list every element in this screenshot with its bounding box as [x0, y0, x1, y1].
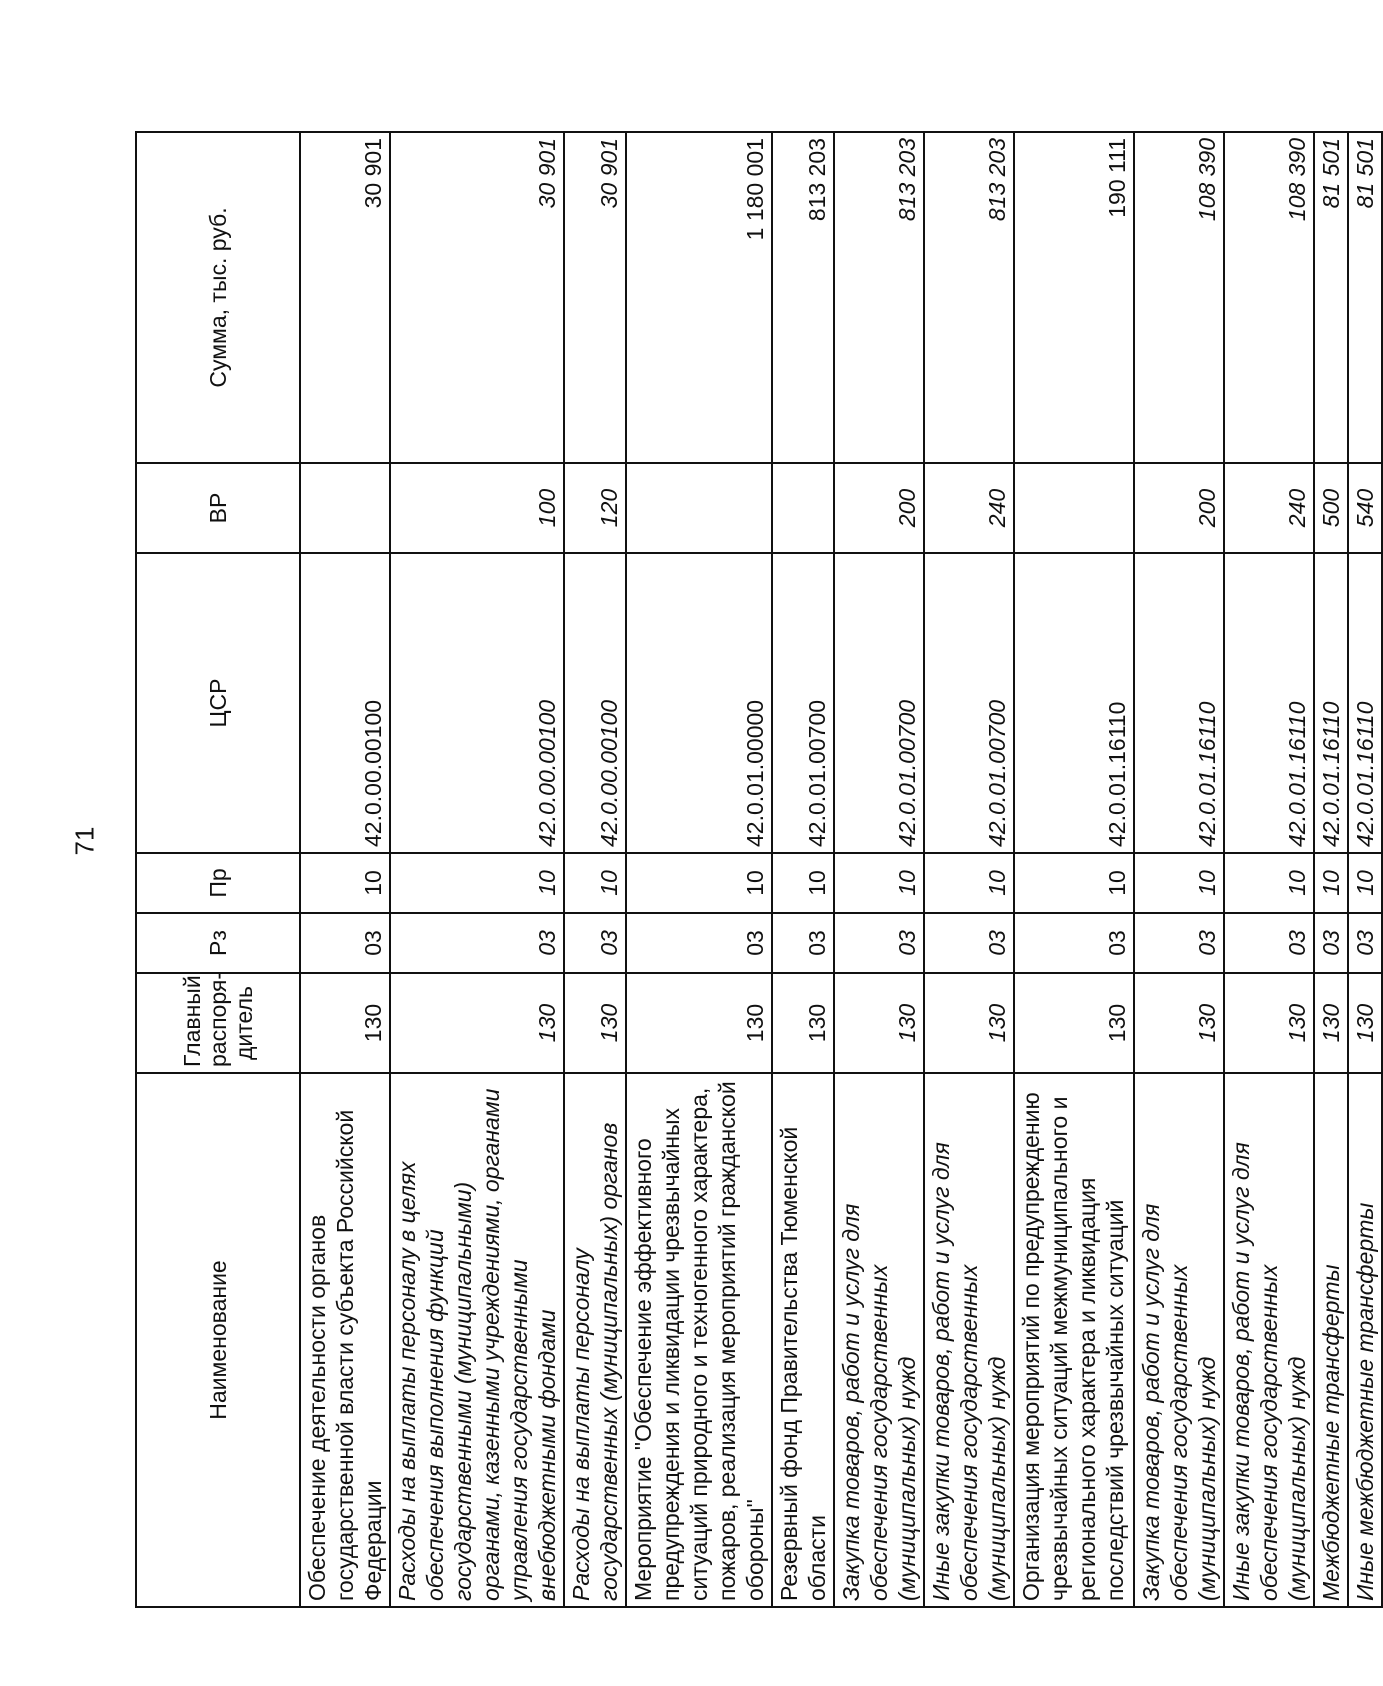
- cell-pr: 10: [772, 853, 834, 913]
- cell-pr: 10: [564, 853, 626, 913]
- cell-csr: 42.0.01.00000: [626, 553, 772, 853]
- page-number: 71: [69, 826, 100, 856]
- cell-name: Обеспечение деятельности органов государственной власти субъекта Российской Федерации: [300, 1073, 390, 1607]
- cell-name: Мероприятие "Обеспечение эффективного предупреждения и ликвидации чрезвычайных ситуаций природного и техногенного характера, пожаров, реализация мероприятий гражданской обороны": [626, 1073, 772, 1607]
- table-row: [1224, 132, 1314, 1607]
- cell-main-manager: 130: [564, 973, 626, 1073]
- cell-main-manager: 130: [772, 973, 834, 1073]
- table-row: [924, 132, 1014, 1607]
- cell-pr: 10: [300, 853, 390, 913]
- header-sum: Сумма, тыс. руб.: [136, 132, 300, 463]
- cell-name: Организация мероприятий по предупреждению чрезвычайных ситуаций межмуниципального и регионального характера и ликвидация последствий чрезвычайных ситуаций: [1014, 1073, 1134, 1607]
- cell-name: Иные закупки товаров, работ и услуг для обеспечения государственных (муниципальных) нужд: [924, 1073, 1014, 1607]
- cell-pr: 10: [1014, 853, 1134, 913]
- cell-vr: 200: [1134, 463, 1224, 553]
- cell-pr: 10: [1134, 853, 1224, 913]
- cell-main-manager: 130: [1348, 973, 1382, 1073]
- table-row: [390, 132, 564, 1607]
- cell-name: Расходы на выплаты персоналу в целях обеспечения выполнения функций государственными (муниципальными) органами, казенными учреждениями, органами управления государственными внебюджетными фондами: [390, 1073, 564, 1607]
- cell-main-manager: 130: [1134, 973, 1224, 1073]
- table-row: [1348, 132, 1382, 1607]
- table-row: [772, 132, 834, 1607]
- cell-name: Расходы на выплаты персоналу государственных (муниципальных) органов: [564, 1073, 626, 1607]
- cell-sum: 108 390: [1134, 132, 1224, 463]
- cell-rz: 03: [1224, 913, 1314, 973]
- cell-main-manager: 130: [300, 973, 390, 1073]
- cell-csr: 42.0.01.16110: [1134, 553, 1224, 853]
- cell-vr: [1014, 463, 1134, 553]
- header-csr: ЦСР: [136, 553, 300, 853]
- cell-sum: 81 501: [1314, 132, 1348, 463]
- table-row: [834, 132, 924, 1607]
- cell-main-manager: 130: [1224, 973, 1314, 1073]
- cell-csr: 42.0.01.16110: [1014, 553, 1134, 853]
- cell-vr: 540: [1348, 463, 1382, 553]
- cell-rz: 03: [1014, 913, 1134, 973]
- cell-vr: 240: [1224, 463, 1314, 553]
- cell-rz: 03: [564, 913, 626, 973]
- cell-rz: 03: [1314, 913, 1348, 973]
- cell-name: Закупка товаров, работ и услуг для обеспечения государственных (муниципальных) нужд: [1134, 1073, 1224, 1607]
- cell-csr: 42.0.00.00100: [300, 553, 390, 853]
- cell-rz: 03: [390, 913, 564, 973]
- table-row: [1134, 132, 1224, 1607]
- cell-main-manager: 130: [834, 973, 924, 1073]
- header-name: Наименование: [136, 1073, 300, 1607]
- cell-main-manager: 130: [924, 973, 1014, 1073]
- cell-csr: 42.0.00.00100: [390, 553, 564, 853]
- header-main-manager: Главный распоря-дитель: [136, 973, 300, 1073]
- cell-csr: 42.0.01.00700: [834, 553, 924, 853]
- cell-pr: 10: [390, 853, 564, 913]
- cell-vr: 500: [1314, 463, 1348, 553]
- cell-rz: 03: [924, 913, 1014, 973]
- cell-name: Резервный фонд Правительства Тюменской области: [772, 1073, 834, 1607]
- cell-vr: 200: [834, 463, 924, 553]
- cell-name: Иные межбюджетные трансферты: [1348, 1073, 1382, 1607]
- cell-csr: 42.0.01.16110: [1348, 553, 1382, 853]
- header-vr: ВР: [136, 463, 300, 553]
- cell-pr: 10: [626, 853, 772, 913]
- cell-sum: 108 390: [1224, 132, 1314, 463]
- cell-rz: 03: [626, 913, 772, 973]
- cell-csr: 42.0.00.00100: [564, 553, 626, 853]
- table-row: [564, 132, 626, 1607]
- cell-pr: 10: [1224, 853, 1314, 913]
- cell-main-manager: 130: [1014, 973, 1134, 1073]
- header-pr: Пр: [136, 853, 300, 913]
- table-header-row: [136, 132, 300, 1607]
- budget-table: [135, 131, 1383, 1608]
- cell-vr: [772, 463, 834, 553]
- cell-sum: 81 501: [1348, 132, 1382, 463]
- cell-pr: 10: [834, 853, 924, 913]
- cell-pr: 10: [1348, 853, 1382, 913]
- cell-sum: 813 203: [924, 132, 1014, 463]
- cell-csr: 42.0.01.00700: [924, 553, 1014, 853]
- cell-sum: 813 203: [772, 132, 834, 463]
- cell-vr: 120: [564, 463, 626, 553]
- cell-main-manager: 130: [626, 973, 772, 1073]
- cell-pr: 10: [1314, 853, 1348, 913]
- cell-csr: 42.0.01.16110: [1314, 553, 1348, 853]
- rotated-page-content: [135, 133, 1378, 1608]
- table-row: [300, 132, 390, 1607]
- cell-rz: 03: [300, 913, 390, 973]
- cell-rz: 03: [834, 913, 924, 973]
- cell-main-manager: 130: [1314, 973, 1348, 1073]
- cell-rz: 03: [1134, 913, 1224, 973]
- table-row: [1314, 132, 1348, 1607]
- cell-sum: 30 901: [390, 132, 564, 463]
- cell-vr: [300, 463, 390, 553]
- cell-name: Межбюджетные трансферты: [1314, 1073, 1348, 1607]
- cell-vr: [626, 463, 772, 553]
- table-row: [1014, 132, 1134, 1607]
- cell-rz: 03: [772, 913, 834, 973]
- table-row: [626, 132, 772, 1607]
- cell-main-manager: 130: [390, 973, 564, 1073]
- table-body: [136, 132, 1382, 1607]
- cell-sum: 813 203: [834, 132, 924, 463]
- cell-sum: 1 180 001: [626, 132, 772, 463]
- cell-sum: 30 901: [564, 132, 626, 463]
- cell-sum: 190 111: [1014, 132, 1134, 463]
- cell-sum: 30 901: [300, 132, 390, 463]
- header-rz: Рз: [136, 913, 300, 973]
- cell-vr: 240: [924, 463, 1014, 553]
- cell-vr: 100: [390, 463, 564, 553]
- cell-name: Закупка товаров, работ и услуг для обеспечения государственных (муниципальных) нужд: [834, 1073, 924, 1607]
- cell-csr: 42.0.01.16110: [1224, 553, 1314, 853]
- cell-name: Иные закупки товаров, работ и услуг для обеспечения государственных (муниципальных) нужд: [1224, 1073, 1314, 1607]
- cell-pr: 10: [924, 853, 1014, 913]
- cell-rz: 03: [1348, 913, 1382, 973]
- cell-csr: 42.0.01.00700: [772, 553, 834, 853]
